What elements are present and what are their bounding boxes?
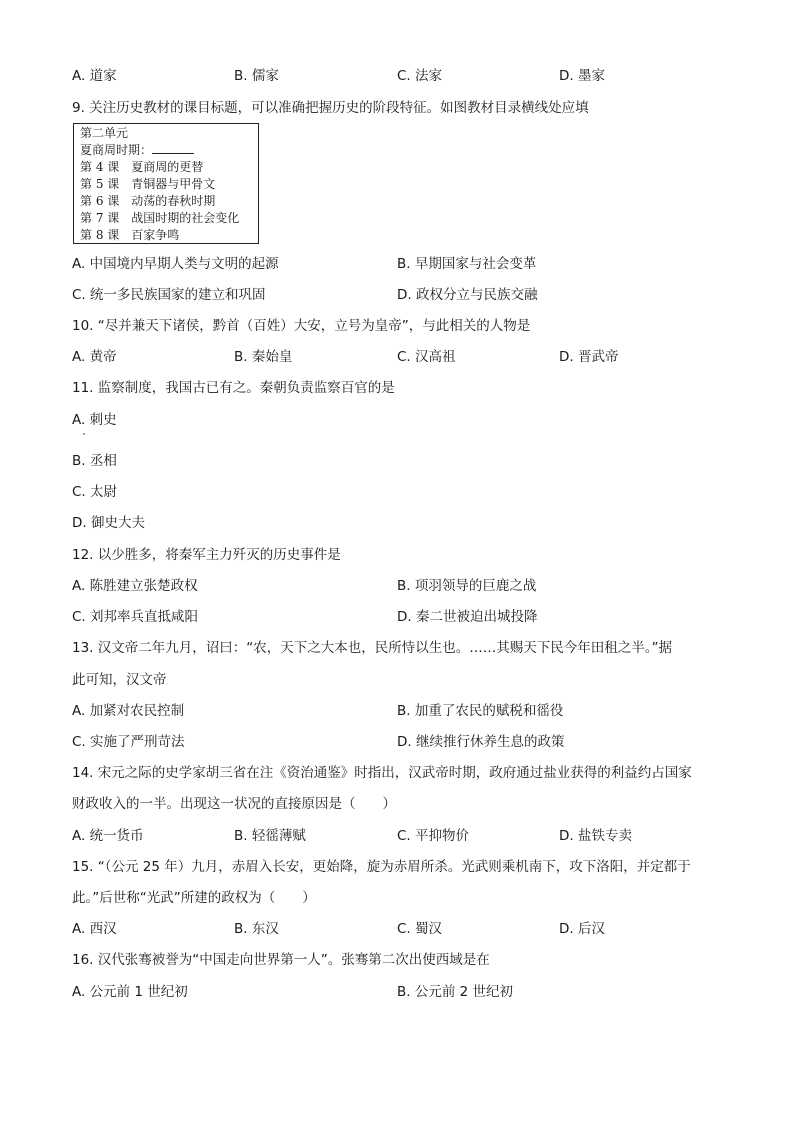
q8-option-a[interactable]: A. 道家 [72,68,117,84]
q11-option-c[interactable]: C. 太尉 [72,484,118,500]
toc-lesson: 第 5 课 青铜器与甲骨文 [80,177,216,191]
q9-option-a[interactable]: A. 中国境内早期人类与文明的起源 [72,256,279,272]
q15-option-d[interactable]: D. 后汉 [559,921,605,937]
q10-option-d[interactable]: D. 晋武帝 [559,349,619,365]
q9-table-of-contents [73,123,259,244]
q10-option-a[interactable]: A. 黄帝 [72,349,117,365]
toc-blank [152,142,194,154]
toc-unit: 第二单元 [80,126,129,140]
q13-option-c[interactable]: C. 实施了严刑苛法 [72,734,185,750]
q15-stem-line-2: 此。”后世称“光武”所建的政权为（ ） [72,890,316,906]
q8-option-b[interactable]: B. 儒家 [234,68,279,84]
q16-option-b[interactable]: B. 公元前 2 世纪初 [397,984,514,1000]
q15-option-a[interactable]: A. 西汉 [72,921,117,937]
q13-option-d[interactable]: D. 继续推行休养生息的政策 [397,734,565,750]
q11-option-a[interactable]: A. 刺史 [72,412,117,428]
q9-option-c[interactable]: C. 统一多民族国家的建立和巩固 [72,287,266,303]
toc-lesson: 第 8 课 百家争鸣 [80,228,180,242]
q13-option-a[interactable]: A. 加紧对农民控制 [72,703,185,719]
q14-option-b[interactable]: B. 轻徭薄赋 [234,828,306,844]
q16-option-a[interactable]: A. 公元前 1 世纪初 [72,984,188,1000]
q15-option-c[interactable]: C. 蜀汉 [397,921,443,937]
q14-stem-line-1: 14. 宋元之际的史学家胡三省在注《资治通鉴》时指出，汉武帝时期，政府通过盐业获得的利益约占国家 [72,765,692,781]
q10-option-b[interactable]: B. 秦始皇 [234,349,293,365]
q12-option-c[interactable]: C. 刘邦率兵直抵咸阳 [72,609,199,625]
q16-stem: 16. 汉代张骞被誉为“中国走向世界第一人”。张骞第二次出使西域是在 [72,952,490,968]
q11-option-d[interactable]: D. 御史大夫 [72,515,145,531]
q12-option-b[interactable]: B. 项羽领导的巨鹿之战 [397,578,537,594]
q15-stem-line-1: 15. “（公元 25 年）九月，赤眉入长安，更始降，旋为赤眉所杀。光武则乘机南下，攻下洛阳，并定都于 [72,859,691,875]
toc-lesson: 第 7 课 战国时期的社会变化 [80,211,240,225]
q11-stem: 11. 监察制度，我国古已有之。秦朝负责监察百官的是 [72,380,395,396]
toc-lesson: 第 4 课 夏商周的更替 [80,160,204,174]
q8-option-d[interactable]: D. 墨家 [559,68,605,84]
toc-period: 夏商周时期： [80,142,252,159]
q14-option-d[interactable]: D. 盐铁专卖 [559,828,632,844]
q9-option-d[interactable]: D. 政权分立与民族交融 [397,287,538,303]
q12-option-d[interactable]: D. 秦二世被迫出城投降 [397,609,538,625]
q13-stem-line-2: 此可知，汉文帝 [72,672,167,688]
q13-stem-line-1: 13. 汉文帝二年九月，诏曰：“农，天下之大本也，民所恃以生也。……其赐天下民今年田租之半。”据 [72,640,672,656]
q9-option-b[interactable]: B. 早期国家与社会变革 [397,256,537,272]
stray-dot [83,433,85,435]
q12-option-a[interactable]: A. 陈胜建立张楚政权 [72,578,198,594]
q9-stem: 9. 关注历史教材的课目标题，可以准确把握历史的阶段特征。如图教材目录横线处应填 [72,100,589,116]
q10-option-c[interactable]: C. 汉高祖 [397,349,456,365]
q8-option-c[interactable]: C. 法家 [397,68,443,84]
q10-stem: 10. “尽并兼天下诸侯，黔首（百姓）大安，立号为皇帝”，与此相关的人物是 [72,318,531,334]
q14-stem-line-2: 财政收入的一半。出现这一状况的直接原因是（ ） [72,796,396,812]
q12-stem: 12. 以少胜多，将秦军主力歼灭的历史事件是 [72,547,341,563]
q15-option-b[interactable]: B. 东汉 [234,921,279,937]
q11-option-b[interactable]: B. 丞相 [72,453,117,469]
q13-option-b[interactable]: B. 加重了农民的赋税和徭役 [397,703,564,719]
toc-lesson: 第 6 课 动荡的春秋时期 [80,194,216,208]
q14-option-c[interactable]: C. 平抑物价 [397,828,470,844]
q14-option-a[interactable]: A. 统一货币 [72,828,144,844]
